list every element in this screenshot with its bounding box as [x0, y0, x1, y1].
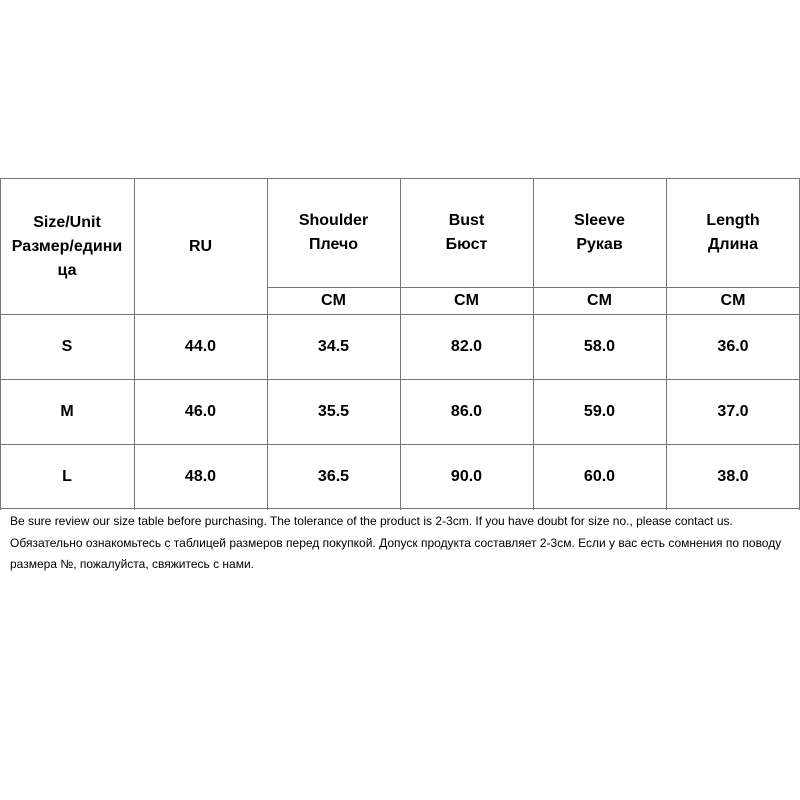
header-bust-ru: Бюст: [445, 236, 488, 253]
cell-bust: 82.0: [450, 337, 483, 355]
unit-sleeve: [533, 287, 666, 314]
cell-ru: 44.0: [184, 337, 217, 355]
unit-length-label: CM: [720, 291, 746, 309]
note-russian-line-2: размера №, пожалуйста, свяжитесь с нами.: [10, 557, 255, 571]
header-size-unit-line-1: Size/Unit: [33, 213, 101, 231]
header-ru-label: RU: [188, 237, 213, 255]
cell-bust: 86.0: [450, 402, 483, 420]
cell-ru: 46.0: [184, 402, 217, 420]
header-shoulder-ru: Плечо: [308, 236, 358, 253]
header-size-unit: [0, 179, 134, 314]
header-shoulder-en: Shoulder: [298, 212, 369, 229]
header-length-ru: Длина: [708, 236, 758, 253]
cell-size: S: [61, 337, 73, 355]
header-length: [666, 179, 800, 287]
header-bust-en: Bust: [448, 212, 485, 229]
cell-shoulder: 35.5: [317, 402, 350, 420]
unit-shoulder-label: CM: [321, 291, 346, 309]
unit-shoulder: [267, 287, 400, 314]
unit-bust-label: CM: [454, 291, 479, 309]
note-english: Be sure review our size table before purchasing. The tolerance of the product is 2-3cm. If you have doubt for size no., please contact us.: [10, 514, 733, 528]
header-shoulder: [267, 179, 400, 287]
size-table: [0, 178, 800, 509]
header-sleeve: [533, 179, 666, 287]
unit-sleeve-label: CM: [587, 291, 612, 309]
cell-size: M: [60, 402, 74, 420]
header-size-unit-line-2: Размер/едини: [11, 237, 123, 255]
header-ru: [134, 179, 267, 314]
cell-sleeve: 59.0: [583, 402, 616, 420]
header-length-en: Length: [706, 212, 760, 229]
header-sleeve-ru: Рукав: [576, 236, 623, 253]
unit-bust: [400, 287, 533, 314]
cell-sleeve: 58.0: [583, 337, 616, 355]
cell-bust: 90.0: [450, 467, 483, 485]
cell-length: 36.0: [717, 337, 749, 355]
cell-length: 38.0: [717, 467, 749, 485]
cell-size: L: [62, 467, 72, 485]
header-bust: [400, 179, 533, 287]
cell-sleeve: 60.0: [583, 467, 616, 485]
cell-ru: 48.0: [184, 467, 217, 485]
note-russian-line-1: Обязательно ознакомьтесь с таблицей размеров перед покупкой. Допуск продукта составляет 2-3см. Если у вас есть сомнения по поводу: [10, 536, 782, 550]
header-sleeve-en: Sleeve: [574, 212, 625, 229]
unit-length: [666, 287, 800, 314]
cell-shoulder: 36.5: [317, 467, 350, 485]
cell-shoulder: 34.5: [317, 337, 350, 355]
cell-length: 37.0: [717, 402, 749, 420]
header-size-unit-line-3: ца: [57, 261, 77, 279]
